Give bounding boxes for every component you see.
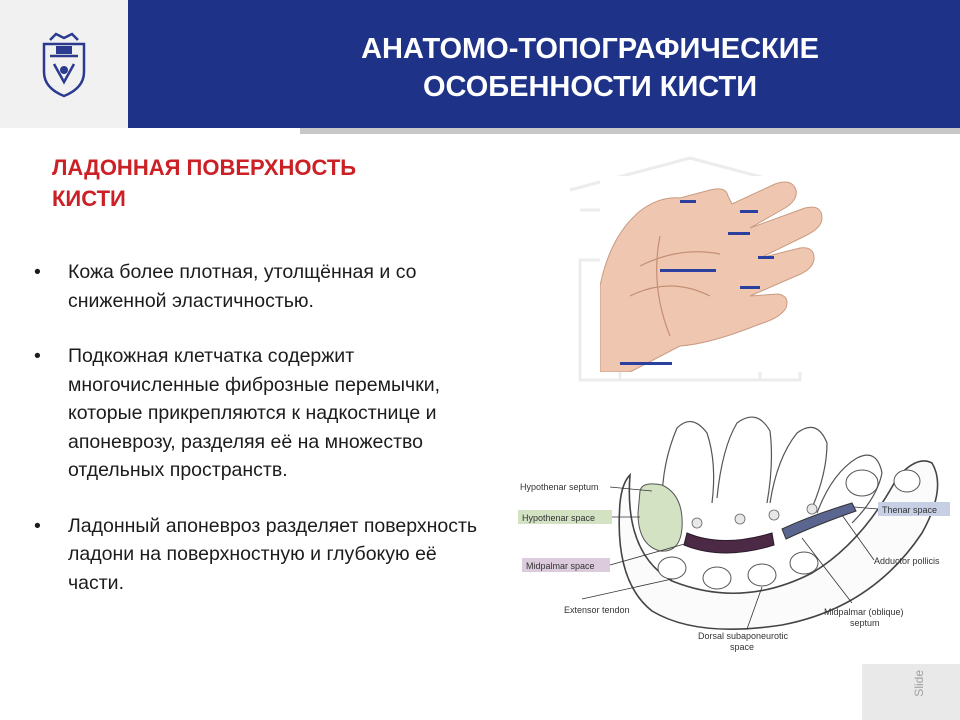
bullet-item: [30, 258, 485, 315]
university-crest-icon: [0, 0, 128, 128]
bullet-text: Подкожная клетчатка содержит многочисленные фиброзные перемычки, которые прикрепляются к надкостнице и апоневрозу, разделяя её на множество отдельных пространств.: [68, 345, 441, 481]
bullet-dot-icon: •: [34, 261, 41, 283]
title-bar-shadow: [300, 128, 960, 134]
bullet-text: Ладонный апоневроз разделяет поверхность ладони на поверхностную и глубокую её части.: [68, 514, 478, 594]
slide-label: Slide: [912, 670, 926, 697]
bullet-item: [30, 342, 485, 485]
hand-cross-section-diagram: [512, 403, 960, 663]
label-dorsal-line2: space: [730, 642, 755, 652]
bullet-item: [30, 512, 485, 598]
label-extensor-tendon: Extensor tendon: [564, 605, 630, 615]
palm-illustration: [600, 176, 844, 372]
slide-tab: [862, 664, 960, 720]
logo-area: [0, 0, 128, 128]
bullet-dot-icon: •: [34, 514, 41, 537]
bullet-dot-icon: •: [34, 345, 41, 367]
label-thenar-space: Thenar space: [882, 505, 938, 515]
bullet-list: [30, 258, 485, 624]
palm-photo: [600, 176, 844, 372]
section-subheading: ЛАДОННАЯ ПОВЕРХНОСТЬ КИСТИ: [52, 155, 357, 211]
label-hypothenar-septum: Hypothenar septum: [520, 482, 599, 492]
hypothenar-space-region: [638, 484, 682, 551]
midpalmar-space-region: [684, 533, 774, 553]
label-midpalmar-septum-line2: septum: [850, 618, 880, 628]
bullet-text: Кожа более плотная, утолщённая и со сниженной эластичностью.: [68, 261, 417, 312]
label-adductor-pollicis: Adductor pollicis: [874, 556, 940, 566]
label-hypothenar-space: Hypothenar space: [522, 513, 596, 523]
label-midpalmar-septum-line1: Midpalmar (oblique): [824, 607, 904, 617]
label-dorsal-line1: Dorsal subaponeurotic: [698, 631, 789, 641]
label-midpalmar-space: Midpalmar space: [526, 561, 595, 571]
slide-title: АНАТОМО-ТОПОГРАФИЧЕСКИЕ ОСОБЕННОСТИ КИСТИ: [361, 33, 819, 103]
